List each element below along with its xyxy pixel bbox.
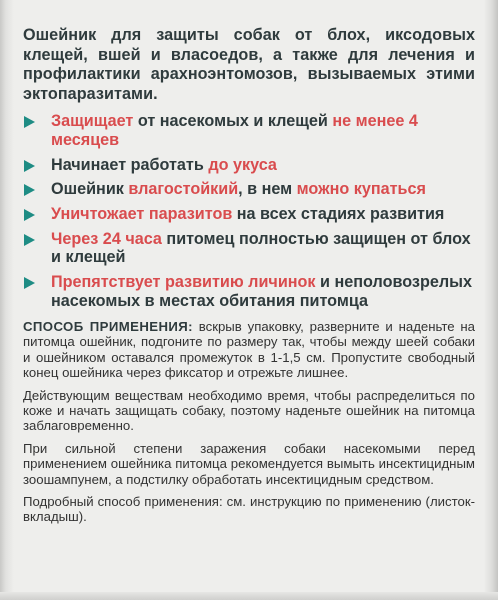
features-list <box>23 112 475 310</box>
feature-item <box>23 273 475 310</box>
triangle-bullet-icon <box>24 234 35 246</box>
feature-text: , в нем <box>238 180 297 199</box>
feature-text: питомец полностью защищен от блох и клещей <box>51 229 471 267</box>
feature-highlight: Препятствует развитию личинок <box>51 273 316 292</box>
feature-item <box>23 230 475 267</box>
usage-title: СПОСОБ ПРИМЕНЕНИЯ: <box>23 318 193 334</box>
feature-highlight: влагостойкий <box>128 180 239 199</box>
triangle-bullet-icon <box>24 184 35 196</box>
feature-item <box>23 205 475 223</box>
feature-highlight: Уничтожает паразитов <box>51 205 233 224</box>
feature-highlight: не менее 4 месяцев <box>51 112 418 149</box>
triangle-bullet-icon <box>24 160 35 172</box>
detailed-usage-note: Подробный способ применения: см. инструкцию по применению (листок-вкладыш). <box>23 494 475 525</box>
feature-item <box>23 180 475 198</box>
package-text <box>23 26 475 525</box>
feature-highlight: до укуса <box>208 155 277 174</box>
feature-text: Ошейник <box>51 180 129 199</box>
feature-text: на всех стадиях развития <box>232 205 445 224</box>
feature-item <box>23 112 475 149</box>
absorption-note: Действующим веществам необходимо время, чтобы распределиться по коже и начать защищать собаку, поэтому наденьте ошейник на питомца заблаговременно. <box>23 387 475 434</box>
feature-text: и неполовозрелых насекомых в местах обитания питомца <box>51 273 472 310</box>
triangle-bullet-icon <box>24 116 35 128</box>
usage-text: вскрыв упаковку, разверните и наденьте на питомца ошейник, подгоните по размеру так, чтобы между шеей собаки и ошейником оставался промежуток в 1-1,5 см. Пропустите свободный конец ошейника через фиксатор и отрежьте лишнее. <box>23 318 475 381</box>
triangle-bullet-icon <box>24 277 35 289</box>
feature-highlight: Защищает <box>51 112 134 131</box>
feature-highlight: можно купаться <box>296 180 426 199</box>
triangle-bullet-icon <box>24 209 35 221</box>
feature-text: Начинает работать <box>51 155 209 174</box>
usage-instructions <box>23 319 475 381</box>
feature-text: от насекомых и клещей <box>133 112 333 131</box>
feature-item <box>23 156 475 174</box>
infestation-note: При сильной степени заражения собаки насекомыми перед применением ошейника питомца рекомендуется вымыть инсектицидным зоошампунем, а подстилку обработать инсектицидным средством. <box>23 440 475 487</box>
product-description: Ошейник для защиты собак от блох, иксодовых клещей, вшей и власоедов, а также для лечения и профилактики арахноэнтомозов, вызываемых этими эктопаразитами. <box>23 26 475 103</box>
feature-highlight: Через 24 часа <box>51 229 162 248</box>
